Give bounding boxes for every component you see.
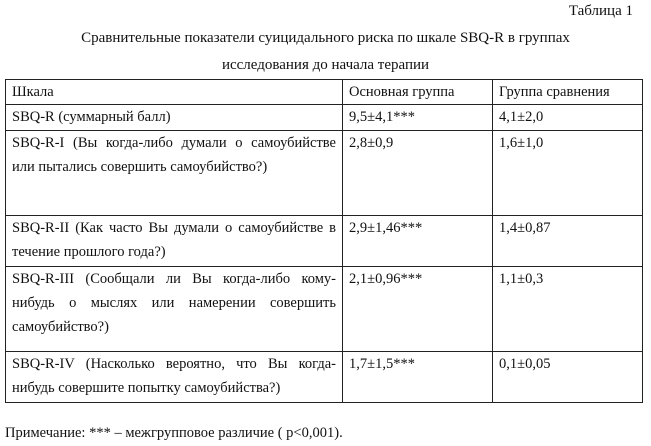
comparison-group-cell: 1,4±0,87: [493, 216, 643, 267]
table-number: Таблица 1: [568, 3, 633, 19]
scale-cell: SBQ-R-I (Вы когда-либо думали о самоубийстве или пытались совершить самоубийство?): [6, 131, 343, 216]
table-row: [6, 216, 643, 267]
main-group-cell: 2,8±0,9: [343, 131, 493, 216]
scale-cell: SBQ-R (суммарный балл): [6, 105, 343, 131]
scale-cell: SBQ-R-IV (Насколько вероятно, что Вы когда-нибудь совершите попытку самоубийства?): [6, 352, 343, 403]
header-scale: Шкала: [6, 80, 343, 105]
header-comparison-group: Группа сравнения: [493, 80, 643, 105]
main-group-cell: 2,9±1,46***: [343, 216, 493, 267]
table-row: [6, 105, 643, 131]
table-header-row: [6, 80, 643, 105]
comparison-group-cell: 1,1±0,3: [493, 267, 643, 352]
table-note: Примечание: *** – межгрупповое различие ( р<0,001).: [5, 425, 343, 441]
header-main-group: Основная группа: [343, 80, 493, 105]
main-group-cell: 2,1±0,96***: [343, 267, 493, 352]
main-group-cell: 1,7±1,5***: [343, 352, 493, 403]
data-table: [5, 79, 643, 403]
table-row: [6, 352, 643, 403]
table-title-line-2: исследования до начала терапии: [221, 57, 430, 73]
comparison-group-cell: 1,6±1,0: [493, 131, 643, 216]
table-title-line-1: Сравнительные показатели суицидального риска по шкале SBQ-R в группах: [81, 30, 570, 46]
main-group-cell: 9,5±4,1***: [343, 105, 493, 131]
scale-cell: SBQ-R-II (Как часто Вы думали о самоубийстве в течение прошлого года?): [6, 216, 343, 267]
comparison-group-cell: 0,1±0,05: [493, 352, 643, 403]
comparison-group-cell: 4,1±2,0: [493, 105, 643, 131]
table-row: [6, 267, 643, 352]
table-row: [6, 131, 643, 216]
scale-cell: SBQ-R-III (Сообщали ли Вы когда-либо кому-нибудь о мыслях или намерении совершить самоубийство?): [6, 267, 343, 352]
